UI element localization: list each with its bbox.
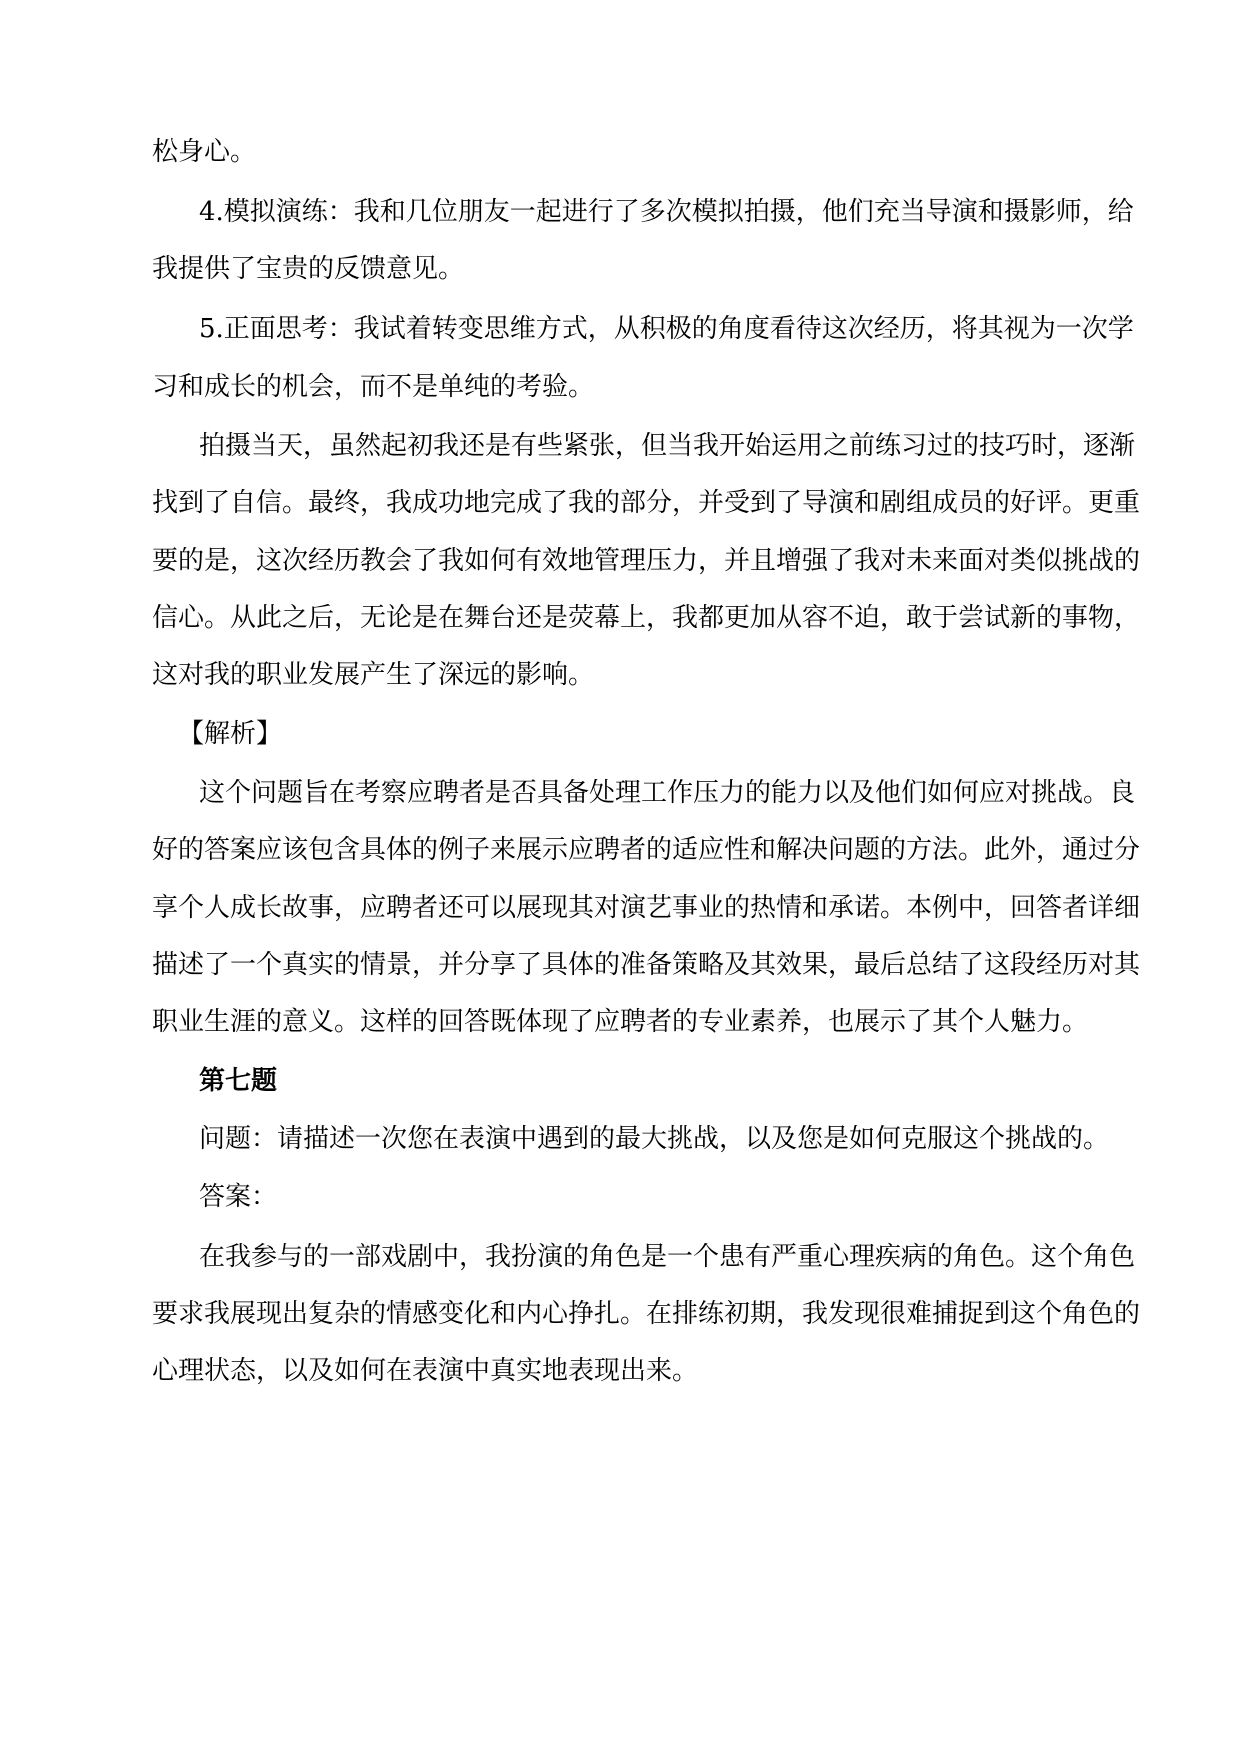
analysis-line: 好的答案应该包含具体的例子来展示应聘者的适应性和解决问题的方法。此外，通过分 xyxy=(152,835,1141,865)
analysis-line: 这个问题旨在考察应聘者是否具备处理工作压力的能力以及他们如何应对挑战。良 xyxy=(199,778,1136,808)
question-heading: 第七题 xyxy=(199,1066,278,1096)
answer-line: 在我参与的一部戏剧中，我扮演的角色是一个患有严重心理疾病的角色。这个角色 xyxy=(199,1242,1136,1272)
analysis-line: 享个人成长故事，应聘者还可以展现其对演艺事业的热情和承诺。本例中，回答者详细 xyxy=(152,893,1141,923)
paragraph-line: 这对我的职业发展产生了深远的影响。 xyxy=(152,660,595,690)
paragraph-line: 拍摄当天，虽然起初我还是有些紧张，但当我开始运用之前练习过的技巧时，逐渐 xyxy=(199,431,1136,461)
section-label-analysis: 【解析】 xyxy=(178,719,283,749)
answer-label: 答案： xyxy=(199,1182,278,1212)
list-item-5-line-2: 习和成长的机会，而不是单纯的考验。 xyxy=(152,372,595,402)
question-text: 问题：请描述一次您在表演中遇到的最大挑战，以及您是如何克服这个挑战的。 xyxy=(199,1124,1110,1154)
answer-line: 要求我展现出复杂的情感变化和内心挣扎。在排练初期，我发现很难捕捉到这个角色的 xyxy=(152,1299,1141,1329)
paragraph-line: 找到了自信。最终，我成功地完成了我的部分，并受到了导演和剧组成员的好评。更重 xyxy=(152,488,1141,518)
paragraph-line: 要的是，这次经历教会了我如何有效地管理压力，并且增强了我对未来面对类似挑战的 xyxy=(152,546,1141,576)
answer-line: 心理状态，以及如何在表演中真实地表现出来。 xyxy=(152,1356,699,1386)
paragraph-line: 信心。从此之后，无论是在舞台还是荧幕上，我都更加从容不迫，敢于尝试新的事物， xyxy=(152,603,1141,633)
analysis-line: 描述了一个真实的情景，并分享了具体的准备策略及其效果，最后总结了这段经历对其 xyxy=(152,950,1141,980)
analysis-line: 职业生涯的意义。这样的回答既体现了应聘者的专业素养，也展示了其个人魅力。 xyxy=(152,1007,1089,1037)
list-item-5-line-1: 5.正面思考：我试着转变思维方式，从积极的角度看待这次经历，将其视为一次学 xyxy=(199,314,1134,344)
list-item-4-line-2: 我提供了宝贵的反馈意见。 xyxy=(152,254,465,284)
list-item-4-line-1: 4.模拟演练：我和几位朋友一起进行了多次模拟拍摄，他们充当导演和摄影师，给 xyxy=(199,197,1134,227)
paragraph-line: 松身心。 xyxy=(152,137,257,167)
